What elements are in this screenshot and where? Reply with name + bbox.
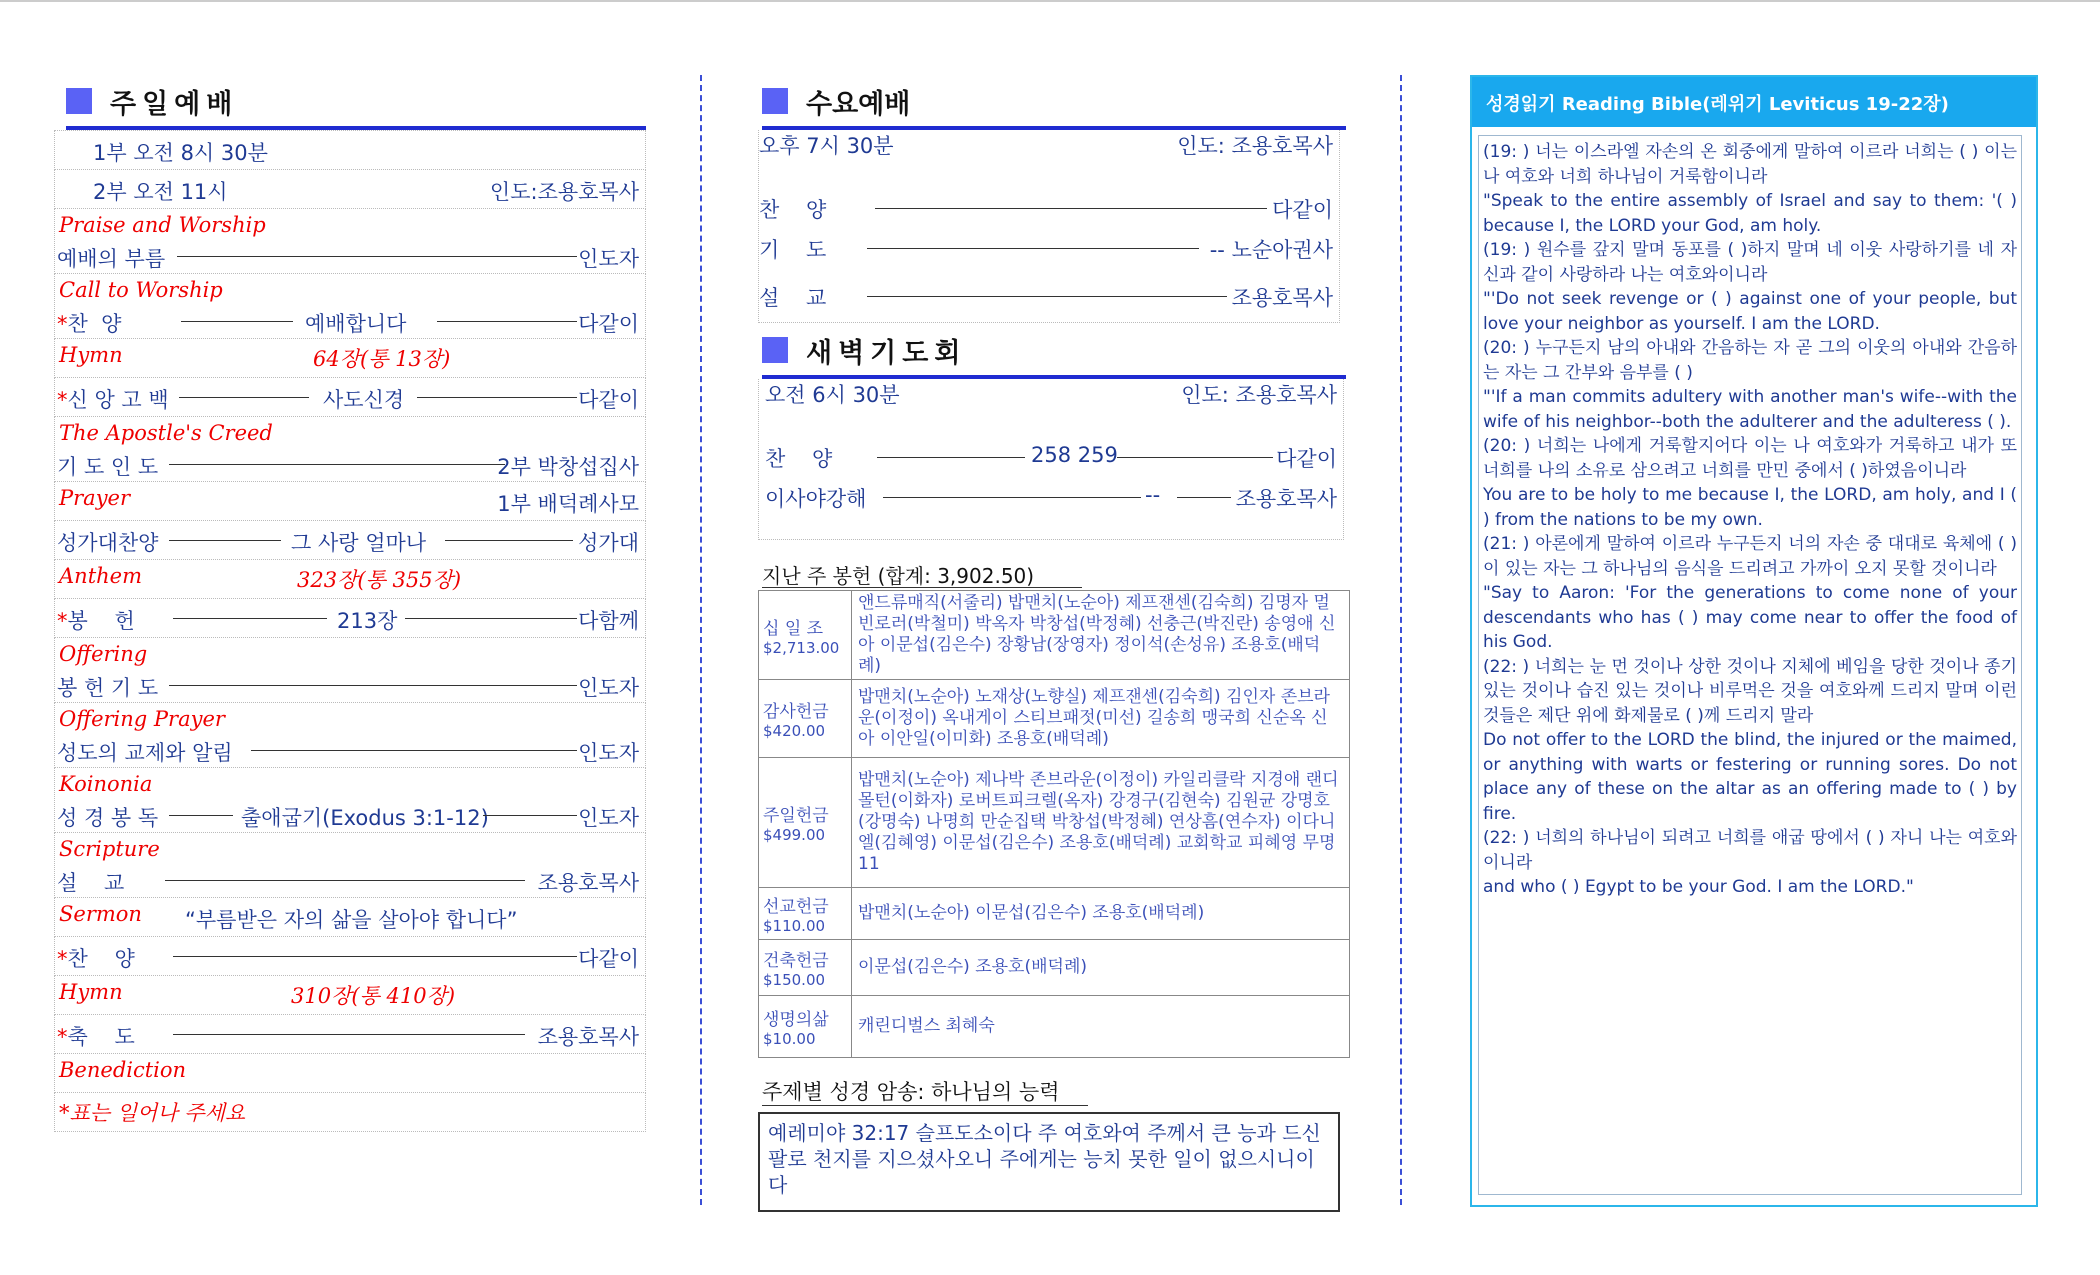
dawn-title: 새벽기도회 <box>806 338 967 369</box>
sunday-header <box>66 78 646 130</box>
offering-row <box>759 758 1350 888</box>
offering-kind: 주일헌금 <box>763 806 829 826</box>
hymn1-number: 64장(통 13장) <box>313 347 451 371</box>
wednesday-box <box>758 130 1340 323</box>
offering-prayer-name: 봉 헌 기 도 <box>57 676 159 700</box>
header-square-icon <box>762 337 788 363</box>
leader-line <box>169 685 577 686</box>
prayer-who1: 1부 배덕례사모 <box>497 492 639 516</box>
leader-line <box>445 540 573 541</box>
bless-name: 축 도 <box>67 1025 135 1049</box>
sermon-who: 조용호목사 <box>537 871 639 895</box>
bible-paragraph: (20: ) 너희는 나에게 거룩할지어다 이는 나 여호와가 거룩하고 내가 또 너희를 나의 소유로 삼으려고 너희를 만민 중에서 ( )하였음이니라 <box>1483 436 2017 481</box>
fellowship-name: 성도의 교제와 알림 <box>57 741 233 765</box>
offering-kind-cell <box>759 940 852 996</box>
creed-name-wrap <box>57 384 169 414</box>
prayer-name: 기 도 인 도 <box>57 455 159 479</box>
service1-time: 1부 오전 8시 30분 <box>93 141 268 165</box>
bless-name-wrap <box>57 1021 135 1051</box>
offering-kind-cell <box>759 680 852 758</box>
leader-line <box>173 618 327 619</box>
offering-names: 이문섭(김은수) 조용호(배덕례) <box>852 940 1350 996</box>
bible-paragraph: and who ( ) Egypt to be your God. I am the LORD." <box>1483 877 1914 897</box>
leader-line <box>877 457 1025 458</box>
offering-names: 밥맨치(노순아) 노재상(노향실) 제프잰센(김숙희) 김인자 존브라운(이정이) 옥내게이 스티브패젓(미선) 길송희 맹국희 신순옥 신아 이안일(이미화) 조용호(배덕례) <box>852 680 1350 758</box>
offering-kind-cell <box>759 888 852 940</box>
wednesday-header <box>762 78 1346 130</box>
leader-line <box>179 397 309 398</box>
anthem-number: 323장(통 355장) <box>297 568 462 592</box>
scripture-mid: 출애굽기(Exodus 3:1-12) <box>241 806 489 830</box>
memory-verse-box <box>758 1112 1340 1212</box>
fellowship-row <box>54 703 646 768</box>
hymn2-number: 310장(통 410장) <box>291 984 456 1008</box>
title-underline <box>762 1105 1088 1106</box>
header-square-icon <box>66 88 92 114</box>
wednesday-prayer-who: -- 노순아권사 <box>1209 238 1333 262</box>
leader-line <box>165 880 525 881</box>
choir-who: 성가대 <box>578 531 639 555</box>
dawn-isaiah-who: 조용호목사 <box>1235 487 1337 511</box>
service1-row <box>54 131 646 170</box>
hymn1-row <box>54 274 646 339</box>
footnote: 표는 일어나 주세요 <box>69 1101 246 1125</box>
sunday-service <box>54 78 646 1132</box>
offering-names: 캐린디벌스 최혜숙 <box>852 996 1350 1058</box>
offering-kind: 감사헌금 <box>763 702 829 722</box>
offering-amount: $10.00 <box>763 1030 816 1048</box>
bible-paragraph: (21: ) 아론에게 말하여 이르라 누구든지 너의 자손 중 대대로 육체에 ( )이 있는 자는 그 하나님의 음식을 드리려고 가까이 오지 못할 것이니라 <box>1483 534 2017 579</box>
hymn2-name: 찬 양 <box>67 947 135 971</box>
bible-reading-panel <box>1470 75 2038 1207</box>
standing-asterisk: * <box>57 312 68 336</box>
offering-name-wrap <box>57 605 135 635</box>
middle-column <box>758 78 1350 1212</box>
hymn2-who: 다같이 <box>578 947 639 971</box>
hymn2-number-row <box>54 976 646 1015</box>
offering-amount: $420.00 <box>763 722 826 740</box>
footnote-wrap: *표는 일어나 주세요 <box>59 1101 246 1125</box>
hymn1-name-wrap <box>57 308 121 338</box>
creed-label: The Apostle's Creed <box>59 421 273 445</box>
koinonia-label: Koinonia <box>59 772 153 796</box>
offering-amount: $499.00 <box>763 826 826 844</box>
footnote-row <box>54 1093 646 1132</box>
service2-row <box>54 170 646 209</box>
bible-paragraph: (22: ) 너희의 하나님이 되려고 너희를 애굽 땅에서 ( ) 자니 나는 여호와이니라 <box>1483 828 2017 873</box>
dawn-hymn-who: 다같이 <box>1276 447 1337 471</box>
hymn2-row <box>54 937 646 976</box>
call-to-worship-name: 예배의 부름 <box>57 247 166 271</box>
creed-row <box>54 378 646 417</box>
offering-kind: 선교헌금 <box>763 897 829 917</box>
creed-name: 신 앙 고 백 <box>67 388 169 412</box>
leader-line <box>173 956 577 957</box>
dawn-time: 오전 6시 30분 <box>765 383 900 407</box>
fellowship-who: 인도자 <box>578 741 639 765</box>
offering-who: 다함께 <box>578 609 639 633</box>
memory-title-text: 주제별 성경 암송: 하나님의 능력 <box>762 1080 1060 1104</box>
praise-label: Praise and Worship <box>59 213 266 237</box>
bible-paragraph: (20: ) 누구든지 남의 아내와 간음하는 자 곧 그의 이웃의 아내와 간음하는 자는 그 간부와 음부를 ( ) <box>1483 338 2017 383</box>
creed-mid: 사도신경 <box>323 388 405 412</box>
offering-kind: 생명의삶 <box>763 1010 829 1030</box>
scripture-who: 인도자 <box>578 806 639 830</box>
benediction-row <box>54 1054 646 1093</box>
hymn2-name-wrap <box>57 943 135 973</box>
leader-line <box>1117 457 1273 458</box>
title-underline <box>762 587 1082 588</box>
offering-row <box>759 591 1350 680</box>
dawn-isaiah-dash: -- <box>1145 483 1161 507</box>
hymn-label: Hymn <box>59 343 123 367</box>
wednesday-prayer-name: 기 도 <box>759 238 827 262</box>
bible-header-text: 성경읽기 Reading Bible(레위기 Leviticus 19-22장) <box>1486 94 1949 115</box>
offering-prayer-row <box>54 638 646 703</box>
memory-verse: 예레미야 32:17 슬프도소이다 주 여호와여 주께서 큰 능과 드신 팔로 천지를 지으셨사오니 주에게는 능치 못한 일이 없으시니이다 <box>768 1121 1321 1197</box>
hymn1-name: 찬 양 <box>67 312 122 336</box>
sermon-title: “부름받은 자의 삶을 살아야 합니다” <box>185 908 518 932</box>
offerings-title <box>762 560 1350 590</box>
scripture-row <box>54 768 646 833</box>
bless-who: 조용호목사 <box>537 1025 639 1049</box>
header-square-icon <box>762 88 788 114</box>
service2-time: 2부 오전 11시 <box>93 180 228 204</box>
bible-paragraph: "'Do not seek revenge or ( ) against one of your people, but love your neighbor as yourself. I am the LORD. <box>1483 289 2017 334</box>
leader-line <box>169 815 233 816</box>
bible-paragraph: Do not offer to the LORD the blind, the injured or the maimed, or anything with warts or festering or running sores. Do not place any of these on the altar as an offering made to ( ) by fire. <box>1483 730 2017 824</box>
offering-names: 밥맨치(노순아) 제나박 존브라운(이정이) 카일리클락 지경애 랜디몰턴(이화자) 로버트피크렐(옥자) 강경구(김현숙) 김원균 강명호(강명숙) 나명희 만순집택 박창섭(박정혜) 연상흠(연수자) 이다니엘(김혜영) 이문섭(김은수) 조용호(배덕례) 교회학교 피혜영 무명11 <box>852 758 1350 888</box>
offerings-table <box>758 590 1350 1058</box>
choir-name: 성가대찬양 <box>57 531 159 555</box>
bible-paragraph: "'If a man commits adultery with another man's wife--with the wife of his neighbor--both the adulterer and the adulteress ( ). <box>1483 387 2017 432</box>
wednesday-leader: 인도: 조용호목사 <box>1177 134 1333 158</box>
bible-paragraph: (22: ) 너희는 눈 먼 것이나 상한 것이나 지체에 베임을 당한 것이나 종기 있는 것이나 습진 있는 것이나 비루먹은 것을 여호와께 드리지 말며 이런 것들은 제단 위에 화제물로 ( )께 드리지 말라 <box>1483 656 2017 726</box>
bible-header <box>1472 77 2036 127</box>
offering-row <box>759 888 1350 940</box>
dawn-isaiah-name: 이사야강해 <box>765 487 867 511</box>
prayer-label-row <box>54 482 646 521</box>
leader-line <box>417 397 577 398</box>
leader-line <box>483 815 577 816</box>
sermon-title-row <box>54 898 646 937</box>
standing-asterisk: * <box>57 388 68 412</box>
offering-row <box>54 599 646 638</box>
prayer-row <box>54 417 646 482</box>
leader-line <box>251 750 577 751</box>
hymn2-label: Hymn <box>59 980 123 1004</box>
wednesday-sermon-who: 조용호목사 <box>1231 286 1333 310</box>
choir-mid: 그 사랑 얼마나 <box>291 531 427 555</box>
offering-kind-cell <box>759 758 852 888</box>
offering-kind-cell <box>759 996 852 1058</box>
bible-paragraph: You are to be holy to me because I, the LORD, am holy, and I ( ) from the nations to be my own. <box>1483 485 2017 530</box>
wednesday-title: 수요예배 <box>806 89 911 120</box>
hymn1-who: 다같이 <box>578 312 639 336</box>
column-divider-1 <box>700 75 702 1205</box>
sunday-title: 주일예배 <box>110 89 239 120</box>
sermon-label: Sermon <box>59 902 142 926</box>
offering-row <box>759 680 1350 758</box>
leader-line <box>867 248 1199 249</box>
leader-line <box>1177 497 1231 498</box>
offering-row <box>759 996 1350 1058</box>
leader-line <box>173 1034 525 1035</box>
top-border <box>0 0 2100 2</box>
bible-paragraph: (19: ) 너는 이스라엘 자손의 온 회중에게 말하여 이르라 너희는 ( ) 이는 나 여호와 너희 하나님이 거룩함이니라 <box>1483 142 2017 187</box>
dawn-box <box>758 379 1344 540</box>
standing-asterisk: * <box>57 609 68 633</box>
offering-amount: $150.00 <box>763 971 826 989</box>
header-underline <box>66 126 646 130</box>
leader-line <box>169 540 281 541</box>
sunday-leader: 인도:조용호목사 <box>489 180 639 204</box>
hymn1-number-row <box>54 339 646 378</box>
offering-prayer-who: 인도자 <box>578 676 639 700</box>
leader-line <box>169 464 505 465</box>
offering-row <box>759 940 1350 996</box>
leader-line <box>883 497 1141 498</box>
dawn-leader: 인도: 조용호목사 <box>1181 383 1337 407</box>
wednesday-sermon-name: 설 교 <box>759 286 827 310</box>
bible-paragraph: "Say to Aaron: 'For the generations to come none of your descendants who has ( ) may come near to offer the food of his God. <box>1483 583 2017 652</box>
memory-title <box>762 1076 1350 1108</box>
dawn-hymn-mid: 258 259 <box>1031 443 1118 467</box>
call-label: Call to Worship <box>59 278 223 302</box>
bless-label: Benediction <box>59 1058 187 1082</box>
scripture-label: Scripture <box>59 837 160 861</box>
prayer-who: 2부 박창섭집사 <box>497 455 639 479</box>
wednesday-hymn-name: 찬 양 <box>759 198 827 222</box>
scripture-name: 성 경 봉 독 <box>57 806 159 830</box>
offering-kind: 건축헌금 <box>763 951 829 971</box>
leader-line <box>867 296 1227 297</box>
offering-kind: 십 일 조 <box>763 618 824 639</box>
offering-amount: $2,713.00 <box>763 638 840 657</box>
leader-line <box>177 256 577 257</box>
offering-amount: $110.00 <box>763 917 826 935</box>
offering-name: 봉 헌 <box>67 609 135 633</box>
praise-row <box>54 209 646 274</box>
offering-label: Offering <box>59 642 148 666</box>
wednesday-hymn-who: 다같이 <box>1272 198 1333 222</box>
standing-asterisk: * <box>57 1025 68 1049</box>
dawn-hymn-name: 찬 양 <box>765 447 833 471</box>
wednesday-time: 오후 7시 30분 <box>759 134 894 158</box>
bless-row <box>54 1015 646 1054</box>
creed-who: 다같이 <box>578 388 639 412</box>
anthem-row <box>54 560 646 599</box>
dawn-header <box>762 327 1346 379</box>
choir-row <box>54 521 646 560</box>
offering-names: 앤드류매직(서줄리) 밥맨치(노순아) 제프잰센(김숙희) 김명자 멀빈로러(박철미) 박옥자 박창섭(박정혜) 선충근(박진란) 송영애 신아 이문섭(김은수) 장황남(장영자) 정이석(손성유) 조용호(배덕례) <box>852 591 1350 680</box>
anthem-label: Anthem <box>59 564 142 588</box>
offering-mid: 213장 <box>337 609 398 633</box>
offering-kind-cell <box>759 591 852 680</box>
sermon-name: 설 교 <box>57 871 125 895</box>
leader-line <box>875 208 1267 209</box>
bible-paragraph: (19: ) 원수를 갚지 말며 동포를 ( )하지 말며 네 이웃 사랑하기를 네 자신과 같이 사랑하라 나는 여호와이니라 <box>1483 240 2017 285</box>
call-to-worship-who: 인도자 <box>578 247 639 271</box>
sermon-row <box>54 833 646 898</box>
bible-paragraph: "Speak to the entire assembly of Israel and say to them: '( ) because I, the LORD your God, am holy. <box>1483 191 2017 236</box>
prayer-label: Prayer <box>59 486 131 510</box>
offering-prayer-label: Offering Prayer <box>59 707 225 731</box>
leader-line <box>437 321 577 322</box>
hymn1-mid: 예배합니다 <box>305 312 407 336</box>
leader-line <box>181 321 293 322</box>
offerings-title-text: 지난 주 봉헌 (합계: 3,902.50) <box>762 564 1035 588</box>
bible-body <box>1478 135 2022 1195</box>
offering-names: 밥맨치(노순아) 이문섭(김은수) 조용호(배덕례) <box>852 888 1350 940</box>
standing-asterisk: * <box>57 947 68 971</box>
column-divider-2 <box>1400 75 1402 1205</box>
leader-line <box>405 618 577 619</box>
